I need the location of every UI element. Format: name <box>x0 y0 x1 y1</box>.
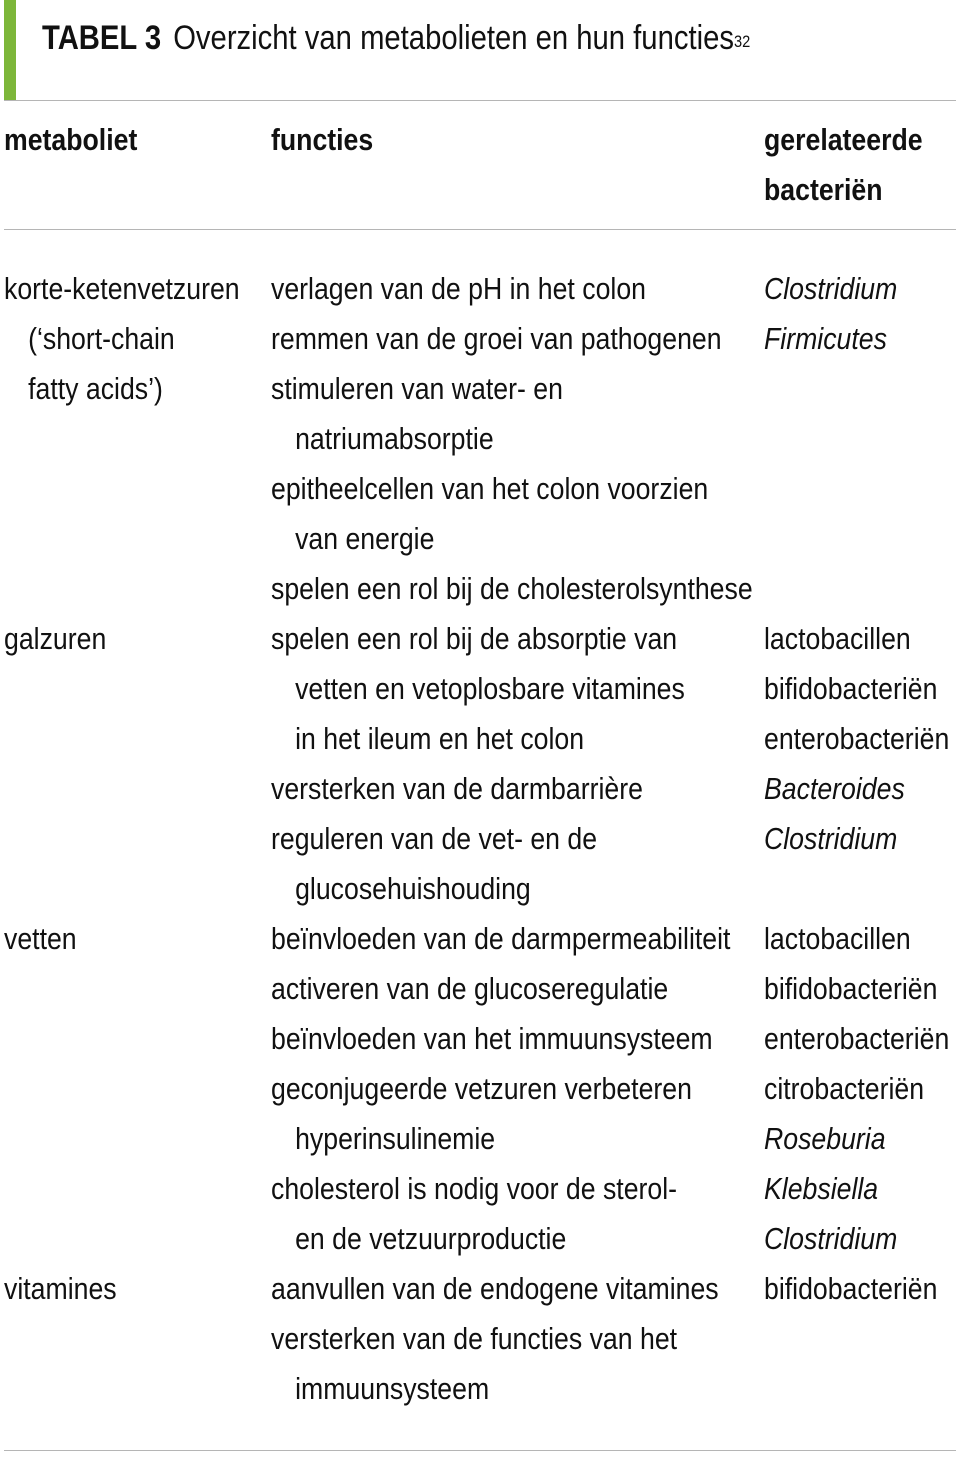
function-line: spelen een rol bij de absorptie van <box>271 621 678 656</box>
function-line: en de vetzuurproductie <box>295 1221 567 1256</box>
metabolite-line: korte-ketenvetzuren <box>4 271 240 306</box>
table-body <box>0 264 960 1414</box>
function-line: vetten en vetoplosbare vitamines <box>295 671 685 706</box>
bacteria-line: bifidobacteriën <box>764 971 938 1006</box>
function-line: in het ileum en het colon <box>295 721 585 756</box>
bacteria-line: citrobacteriën <box>764 1071 925 1106</box>
bacteria-cell <box>764 1264 937 1314</box>
metabolite-line: vetten <box>4 921 77 956</box>
table-title-block <box>4 0 956 100</box>
bacteria-line: enterobacteriën <box>764 1021 950 1056</box>
functions-cell <box>271 914 730 1264</box>
metabolite-line: (‘short-chain <box>28 321 175 356</box>
header-metaboliet: metaboliet <box>4 122 138 157</box>
function-line: verlagen van de pH in het colon <box>271 271 646 306</box>
bacteria-line: Clostridium <box>764 271 898 306</box>
table-row <box>0 264 960 614</box>
function-line: versterken van de functies van het <box>271 1321 678 1356</box>
bacteria-line: Clostridium <box>764 821 898 856</box>
function-line: geconjugeerde vetzuren verbeteren <box>271 1071 692 1106</box>
bacteria-line: Klebsiella <box>764 1171 879 1206</box>
function-line: aanvullen van de endogene vitamines <box>271 1271 719 1306</box>
metabolite-cell <box>4 614 106 664</box>
table-row <box>0 1264 960 1414</box>
function-line: immuunsysteem <box>295 1371 490 1406</box>
function-line: spelen een rol bij de cholesterolsynthese <box>271 571 753 606</box>
function-line: remmen van de groei van pathogenen <box>271 321 722 356</box>
bacteria-cell <box>764 264 897 364</box>
functions-cell <box>271 614 685 914</box>
function-line: versterken van de darmbarrière <box>271 771 643 806</box>
header-functies: functies <box>271 122 374 157</box>
bacteria-line: bifidobacteriën <box>764 671 938 706</box>
metabolite-cell <box>4 914 77 964</box>
header-bacterien: gerelateerde bacteriën <box>764 122 923 207</box>
metabolite-line: fatty acids’) <box>28 371 163 406</box>
footnote-ref: 32 <box>733 32 751 51</box>
bacteria-line: enterobacteriën <box>764 721 950 756</box>
bacteria-line: Clostridium <box>764 1221 898 1256</box>
bacteria-line: lactobacillen <box>764 621 911 656</box>
table-row <box>0 614 960 914</box>
bacteria-line: lactobacillen <box>764 921 911 956</box>
table-title-text: Overzicht van metabolieten en hun functies <box>173 19 734 57</box>
function-line: stimuleren van water- en <box>271 371 563 406</box>
metabolite-cell <box>4 1264 117 1314</box>
function-line: cholesterol is nodig voor de sterol- <box>271 1171 678 1206</box>
table-title <box>42 18 750 58</box>
function-line: hyperinsulinemie <box>295 1121 496 1156</box>
function-line: van energie <box>295 521 435 556</box>
function-line: epitheelcellen van het colon voorzien <box>271 471 709 506</box>
metabolite-line: galzuren <box>4 621 107 656</box>
functions-cell <box>271 264 753 614</box>
function-line: beïnvloeden van de darmpermeabiliteit <box>271 921 731 956</box>
metabolite-line: vitamines <box>4 1271 117 1306</box>
table-label: TABEL 3 <box>42 19 162 57</box>
bacteria-cell <box>764 914 949 1264</box>
divider-header <box>4 229 956 230</box>
bacteria-line: Firmicutes <box>764 321 887 356</box>
bacteria-cell <box>764 614 949 864</box>
divider-bottom <box>4 1450 956 1451</box>
function-line: beïnvloeden van het immuunsysteem <box>271 1021 713 1056</box>
functions-cell <box>271 1264 719 1414</box>
bacteria-line: bifidobacteriën <box>764 1271 938 1306</box>
function-line: activeren van de glucoseregulatie <box>271 971 669 1006</box>
bacteria-line: Roseburia <box>764 1121 886 1156</box>
function-line: glucosehuishouding <box>295 871 531 906</box>
bacteria-line: Bacteroides <box>764 771 905 806</box>
table-row <box>0 914 960 1264</box>
function-line: natriumabsorptie <box>295 421 494 456</box>
divider-top <box>4 100 956 101</box>
function-line: reguleren van de vet- en de <box>271 821 598 856</box>
metabolite-cell <box>4 264 240 414</box>
